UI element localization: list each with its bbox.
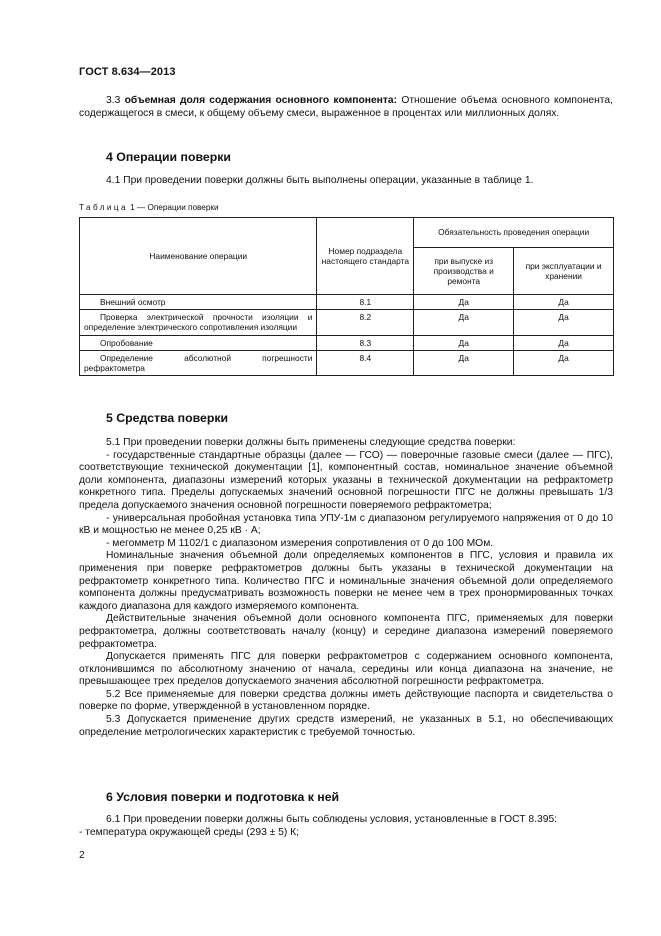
paragraph: - мегомметр М 1102/1 с диапазоном измерения сопротивления от 0 до 100 МОм. (106, 537, 494, 549)
header-section-number: Номер подраздела настоящего стандарта (317, 218, 414, 295)
paragraph: Номинальные значения объемной доли определяемых компонентов в ПГС, условия и правила их применения при поверке рефрактометров должны быть указаны в технической документации на рефрактометр конкретного типа. Количество ПГС и номинальные значения объемной доли определяемого компонента должны предусматривать возможность поверки не менее чем в трех пронормированных точках каждого диапазона для каждого измеряемого компонента. (79, 550, 613, 612)
table-row (80, 295, 614, 310)
table-caption-text: 1 — Операции поверки (130, 203, 219, 212)
row-release: Да (414, 310, 514, 335)
section-6-heading: 6 Условия поверки и подготовка к ней (106, 790, 340, 804)
term: объемная доля содержания основного компонента: (124, 95, 398, 106)
paragraph: 4.1 При проведении поверки должны быть выполнены операции, указанные в таблице 1. (106, 175, 534, 186)
row-name: Проверка электрической прочности изоляции и определение электрического сопротивления изоляции (84, 312, 313, 333)
row-name: Внешний осмотр (100, 297, 166, 307)
row-release: Да (414, 350, 514, 375)
definition: Отношение объема основного компонента, содержащегося в смеси, к общему объему смеси, выраженное в процентах или миллионных долях. (79, 95, 613, 119)
section-5-body (79, 437, 613, 739)
table-row (80, 310, 614, 335)
paragraph: - универсальная пробойная установка типа УПУ-1м с диапазоном регулируемого напряжения от 0 до 10 кВ и мощностью не менее 0,25 кВ · А; (79, 512, 613, 537)
row-name: Опробование (100, 337, 153, 348)
row-section: 8.4 (317, 350, 414, 375)
paragraph: 5.2 Все применяемые для поверки средства должны иметь действующие паспорта и свидетельства о поверке по форме, утвержденной в установленном порядке. (79, 688, 613, 713)
row-section: 8.1 (317, 295, 414, 310)
row-operation: Да (514, 310, 614, 335)
paragraph: - температура окружающей среды (293 ± 5) К; (79, 826, 300, 838)
section-6-body (79, 814, 613, 839)
document-header: ГОСТ 8.634—2013 (79, 66, 176, 78)
table-row (80, 350, 614, 375)
row-release: Да (414, 335, 514, 350)
table-caption-prefix: Таблица (79, 203, 128, 212)
paragraph: Действительные значения объемной доли основного компонента ПГС, применяемых для поверки рефрактометра, должны соответствовать началу (концу) и середине диапазона измерений поверяемого рефрактометра. (79, 613, 613, 650)
paragraph: 6.1 При проведении поверки должны быть соблюдены условия, установленные в ГОСТ 8.395: (106, 814, 558, 825)
section-4-heading: 4 Операции поверки (106, 150, 231, 164)
clause-number: 3.3 (106, 95, 121, 106)
paragraph: Допускается применять ПГС для поверки рефрактометров с содержанием основного компонента, отклонившимся по абсолютному значению от начала, середины или конца диапазона на значение, не превышающее трех пределов допускаемого значения абсолютной погрешности рефрактометра. (79, 651, 613, 688)
header-obligation: Обязательность проведения операции (414, 218, 614, 248)
paragraph: - государственные стандартные образцы (далее — ГСО) — поверочные газовые смеси (далее — ПГС), соответствующие технической документации [1], компонентный состав, номинальное значение объемной доли компонента, диапазоны измерений которых указаны в технической документации на рефрактометр конкретного типа. Пределы допускаемых значений основной погрешности ПГС не должны превышать 1/3 предела допускаемого значения основной погрешности поверяемого рефрактометра; (79, 449, 613, 511)
section-5-heading: 5 Средства поверки (106, 411, 229, 425)
header-operation-name: Наименование операции (80, 218, 317, 295)
header-release: при выпуске из производства и ремонта (414, 248, 514, 295)
operations-table (79, 217, 614, 376)
table-caption (79, 203, 219, 212)
clause-3-3 (79, 95, 613, 120)
row-section: 8.2 (317, 310, 414, 335)
row-operation: Да (514, 295, 614, 310)
table-row (80, 335, 614, 350)
paragraph: 5.3 Допускается применение других средств измерений, не указанных в 5.1, но обеспечивающих определение метрологических характеристик с требуемой точностью. (79, 714, 613, 738)
header-operation: при эксплуатации и хранении (514, 248, 614, 295)
row-release: Да (414, 295, 514, 310)
page-number: 2 (79, 850, 85, 861)
row-section: 8.3 (317, 335, 414, 350)
row-name: Определение абсолютной погрешности рефрактометра (84, 352, 313, 374)
clause-4-1 (79, 175, 613, 188)
row-operation: Да (514, 335, 614, 350)
paragraph: 5.1 При проведении поверки должны быть применены следующие средства поверки: (106, 437, 516, 448)
row-operation: Да (514, 350, 614, 375)
